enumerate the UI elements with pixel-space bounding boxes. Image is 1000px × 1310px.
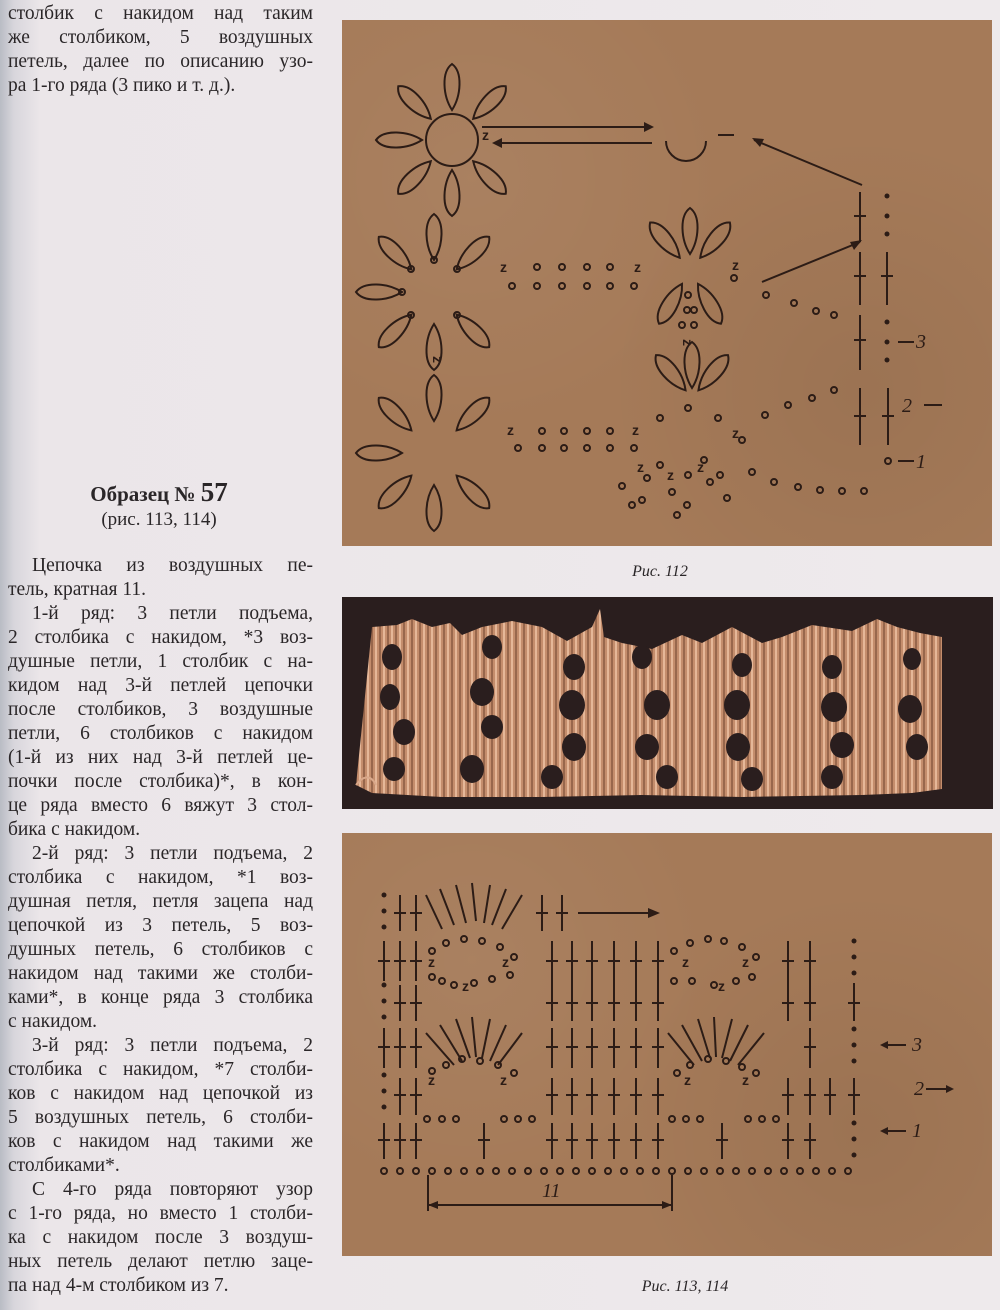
text-line: столбика с накидом, *1 воз- [8, 867, 313, 888]
text-line: Цепочка из воздушных пе- [32, 555, 313, 576]
svg-text:z: z [500, 1072, 507, 1088]
lace-photo-illustration [342, 597, 993, 809]
row-label-1: 1 [912, 1120, 922, 1142]
sample-heading [0, 478, 318, 532]
text-line: столбик с накидом над таким [8, 3, 313, 24]
text-line: (1-й из них над 3-й петлей це- [8, 747, 313, 768]
svg-text:z: z [667, 467, 674, 483]
text-line: 2-й ряд: 3 петли подъема, 2 [32, 843, 313, 864]
text-line: цепочкой из 3 петель, 5 воз- [8, 915, 313, 936]
svg-text:z: z [507, 422, 514, 438]
text-line: бика с накидом. [8, 819, 141, 840]
text-line: с накидом. [8, 1011, 98, 1032]
svg-text:z: z [732, 257, 739, 273]
text-line: накидом над такими же столби- [8, 963, 313, 984]
text-line: с 1-го ряда, но вместо 1 столби- [8, 1203, 313, 1224]
text-line: душная петля, петля зацепа над [8, 891, 313, 912]
svg-text:z: z [697, 459, 704, 475]
sample-number: 57 [200, 477, 228, 507]
svg-text:z: z [742, 954, 749, 970]
text-line: кидом над 3-й петлей цепочки [8, 675, 313, 696]
svg-text:z: z [430, 356, 446, 363]
figure-113-114-diagram [342, 833, 992, 1256]
repeat-paragraph [8, 1178, 313, 1298]
svg-text:z: z [428, 954, 435, 970]
svg-text:z: z [502, 954, 509, 970]
text-line: столбика с накидом, *7 столби- [8, 1059, 313, 1080]
svg-text:z: z [634, 259, 641, 275]
chain-paragraph [8, 554, 313, 602]
row-label-3: 3 [912, 1034, 922, 1056]
svg-text:z: z [632, 422, 639, 438]
svg-text:z: z [482, 127, 489, 143]
svg-text:z: z [500, 259, 507, 275]
svg-text:z: z [637, 459, 644, 475]
row-label-1: 1 [916, 451, 926, 473]
text-line: С 4-го ряда повторяют узор [32, 1179, 313, 1200]
svg-text:z: z [462, 978, 469, 994]
row2-paragraph [8, 842, 313, 1034]
crochet-row-chart [342, 833, 992, 1256]
sample-subtitle: (рис. 113, 114) [101, 509, 217, 530]
text-line: 5 воздушных петель, 6 столби- [8, 1107, 313, 1128]
svg-text:z: z [684, 1072, 691, 1088]
text-line: ков с накидом над цепочкой из [8, 1083, 313, 1104]
crochet-motif-chart [342, 20, 992, 546]
repeat-count-label: 11 [542, 1180, 561, 1202]
text-line: столбиками*. [8, 1155, 120, 1176]
sample-title [0, 478, 318, 508]
svg-text:z: z [718, 978, 725, 994]
row-label-2: 2 [902, 395, 912, 417]
text-line: петель, далее по описанию узо- [8, 51, 313, 72]
text-line: ков с накидом над такими же [8, 1131, 313, 1152]
svg-text:z: z [732, 425, 739, 441]
figure-113-114-caption: Рис. 113, 114 [641, 1278, 729, 1295]
row-label-3: 3 [916, 331, 926, 353]
sample-title-prefix: Образец № [90, 482, 196, 506]
intro-paragraph [8, 2, 313, 98]
svg-text:z: z [428, 1072, 435, 1088]
row-label-2: 2 [914, 1078, 924, 1100]
foundation-chain [381, 1168, 851, 1174]
svg-text:z: z [680, 339, 696, 346]
svg-text:z: z [742, 1072, 749, 1088]
svg-text:z: z [682, 954, 689, 970]
text-line: тель, кратная 11. [8, 579, 147, 600]
text-line: ных петель делают петлю заце- [8, 1251, 313, 1272]
row1-paragraph [8, 602, 313, 842]
text-line: почки после столбика)*, в кон- [8, 771, 313, 792]
text-line: же столбиком, 5 воздушных [8, 27, 313, 48]
text-line: ка с накидом после 3 воздуш- [8, 1227, 313, 1248]
text-line: 2 столбика с накидом, *3 воз- [8, 627, 313, 648]
row3-paragraph [8, 1034, 313, 1178]
figure-112-caption: Рис. 112 [632, 563, 688, 580]
figure-112-diagram [342, 20, 992, 546]
crochet-sample-photo [342, 597, 993, 809]
text-line: петли, 6 столбиков с накидом [8, 723, 313, 744]
text-line: 1-й ряд: 3 петли подъема, [32, 603, 313, 624]
text-line: душных петель, 6 столбиков с [8, 939, 313, 960]
text-line: це ряда вместо 6 вяжут 3 стол- [8, 795, 313, 816]
text-line: душные петли, 1 столбик с на- [8, 651, 313, 672]
text-line: ра 1-го ряда (3 пико и т. д.). [8, 75, 236, 96]
text-line: па над 4-м столбиком из 7. [8, 1275, 229, 1296]
text-line: 3-й ряд: 3 петли подъема, 2 [32, 1035, 313, 1056]
text-line: ками*, в конце ряда 3 столбика [8, 987, 313, 1008]
text-line: после столбиков, 3 воздушные [8, 699, 313, 720]
